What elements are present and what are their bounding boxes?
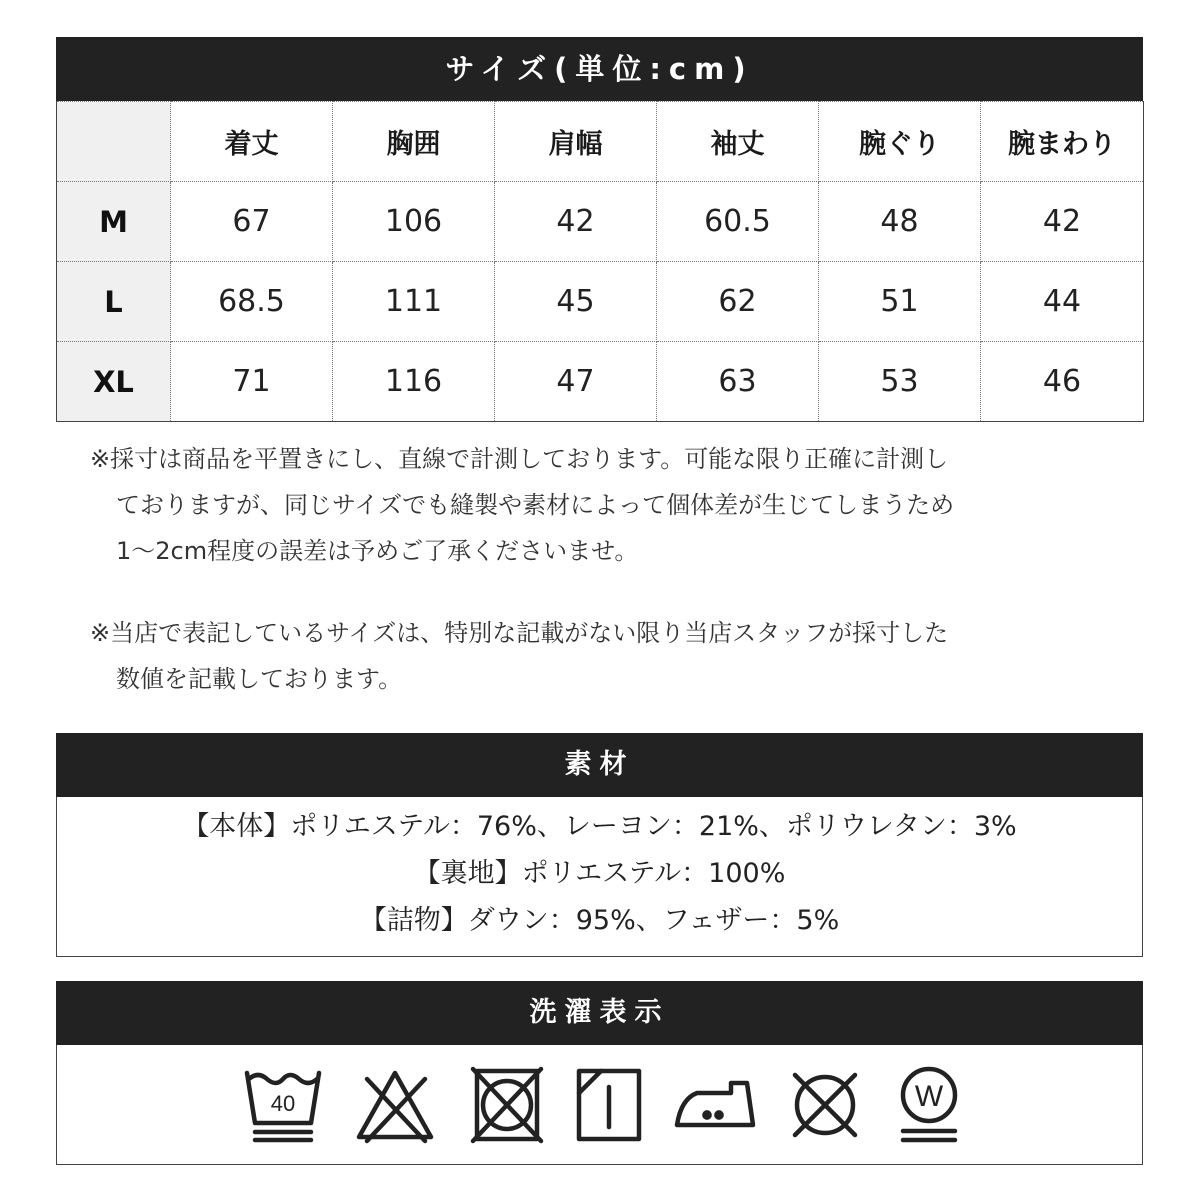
- size-table-header-row: [57, 102, 1144, 182]
- size-value-cell: 116: [333, 342, 495, 422]
- wash-care-box: [56, 1045, 1143, 1165]
- size-value-cell: 60.5: [657, 182, 819, 262]
- wash-tub-40-gentle-icon: [241, 1065, 325, 1145]
- size-value-cell: 53: [819, 342, 981, 422]
- note-line: ※当店で表記しているサイズは、特別な記載がない限り当店スタッフが採寸した: [90, 619, 949, 647]
- material-box: [56, 797, 1143, 957]
- size-table-corner-cell: [57, 102, 171, 182]
- size-value-cell: 48: [819, 182, 981, 262]
- size-value-cell: 67: [171, 182, 333, 262]
- size-table-row: [57, 262, 1144, 342]
- no-tumble-dry-icon: [465, 1065, 549, 1145]
- note-line: ※採寸は商品を平置きにし、直線で計測しております。可能な限り正確に計測し: [90, 445, 949, 473]
- size-notation-note: [90, 610, 948, 702]
- wash-section-header: [56, 981, 1143, 1045]
- size-value-cell: 44: [981, 262, 1144, 342]
- column-header: 腕ぐり: [819, 102, 981, 182]
- size-value-cell: 62: [657, 262, 819, 342]
- size-section-header: [56, 37, 1143, 101]
- wash-section-title: 洗濯表示: [529, 997, 670, 1028]
- measurement-note: [90, 436, 954, 574]
- size-label: L: [57, 262, 171, 342]
- no-dry-clean-icon: [783, 1065, 867, 1145]
- no-bleach-icon: [353, 1065, 437, 1145]
- size-value-cell: 45: [495, 262, 657, 342]
- size-value-cell: 51: [819, 262, 981, 342]
- material-section-title: 素材: [564, 749, 635, 780]
- size-label: XL: [57, 342, 171, 422]
- column-header: 腕まわり: [981, 102, 1144, 182]
- iron-low-temp-icon: [673, 1065, 757, 1145]
- wash-temperature-label: 40: [270, 1091, 296, 1116]
- size-table-row: [57, 342, 1144, 422]
- size-value-cell: 106: [333, 182, 495, 262]
- material-section-header: [56, 733, 1143, 797]
- size-value-cell: 111: [333, 262, 495, 342]
- size-value-cell: 68.5: [171, 262, 333, 342]
- size-value-cell: 47: [495, 342, 657, 422]
- column-header: 胸囲: [333, 102, 495, 182]
- size-table-row: [57, 182, 1144, 262]
- wet-clean-gentle-icon: [887, 1065, 971, 1145]
- size-value-cell: 42: [495, 182, 657, 262]
- size-table: [56, 101, 1144, 422]
- material-line: 【裏地】ポリエステル：100%: [413, 858, 786, 889]
- material-line: 【詰物】ダウン：95%、フェザー：5%: [359, 905, 840, 936]
- size-value-cell: 46: [981, 342, 1144, 422]
- material-line: 【本体】ポリエステル：76%、レーヨン：21%、ポリウレタン：3%: [182, 811, 1017, 842]
- size-value-cell: 42: [981, 182, 1144, 262]
- size-value-cell: 71: [171, 342, 333, 422]
- column-header: 袖丈: [657, 102, 819, 182]
- column-header: 肩幅: [495, 102, 657, 182]
- size-value-cell: 63: [657, 342, 819, 422]
- note-line: ておりますが、同じサイズでも縫製や素材によって個体差が生じてしまうため: [116, 491, 955, 519]
- note-line: 数値を記載しております。: [116, 665, 403, 693]
- size-label: M: [57, 182, 171, 262]
- column-header: 着丈: [171, 102, 333, 182]
- wet-clean-letter: W: [914, 1080, 944, 1113]
- line-dry-shade-icon: [567, 1065, 651, 1145]
- size-section-title: サイズ(単位:cm): [445, 52, 754, 86]
- note-line: 1〜2cm程度の誤差は予めご了承くださいませ。: [116, 537, 639, 565]
